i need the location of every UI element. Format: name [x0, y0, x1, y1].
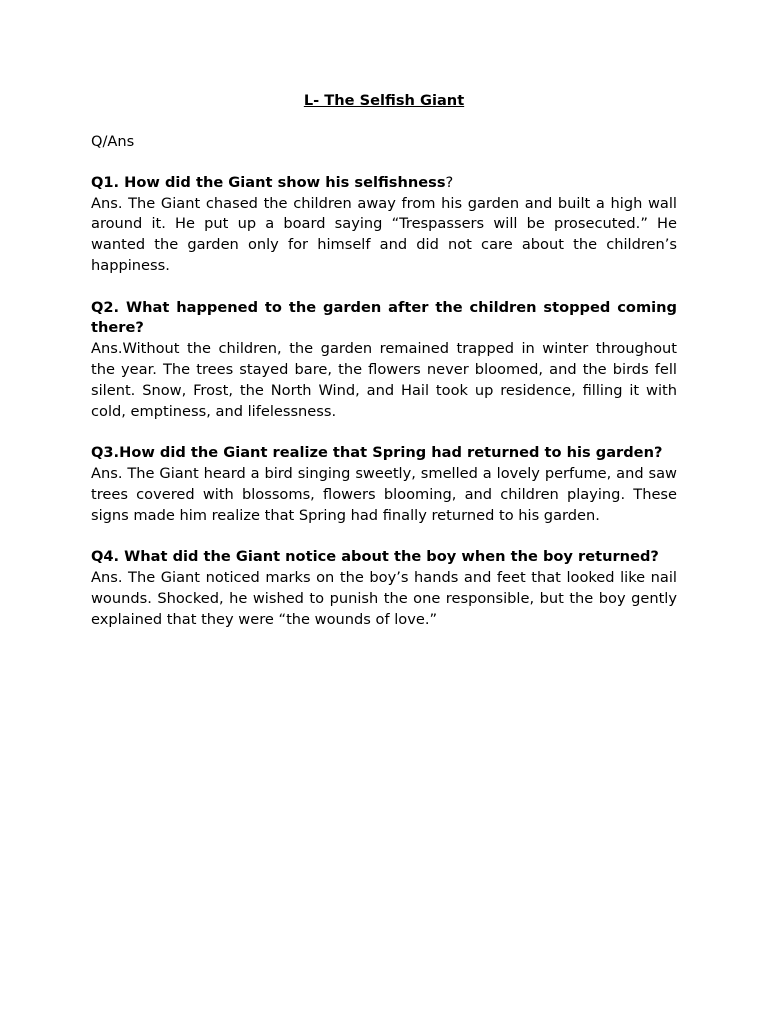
document-title: L- The Selfish Giant [303, 92, 465, 109]
answer-3: Ans. The Giant heard a bird singing sweetly, smelled a lovely perfume, and saw trees covered with blossoms, flowers blooming, and children playing. These signs made him realize that Spring had finally returned to his garden. [91, 464, 677, 524]
answer-1: Ans. The Giant chased the children away from his garden and built a high wall around it. He put up a board saying “Trespassers will be prosecuted.” He wanted the garden only for himself and did not care about the children’s happiness. [91, 194, 677, 274]
question-1-text: Q1. How did the Giant show his selfishness [91, 173, 446, 191]
answer-4: Ans. The Giant noticed marks on the boy’s hands and feet that looked like nail wounds. Shocked, he wished to punish the one responsible, but the boy gently explained that they were “the wounds of love.” [91, 568, 677, 628]
document-subtitle: Q/Ans [91, 133, 135, 150]
qa-block-2 [91, 298, 677, 423]
qa-block-4 [91, 547, 677, 630]
question-2: Q2. What happened to the garden after the children stopped coming there? [91, 298, 677, 337]
qa-block-3 [91, 443, 677, 526]
question-1-suffix: ? [445, 173, 454, 191]
question-3: Q3.How did the Giant realize that Spring had returned to his garden? [91, 444, 663, 462]
document-page [91, 90, 677, 630]
question-4: Q4. What did the Giant notice about the boy when the boy returned? [91, 548, 659, 566]
qa-block-1 [91, 173, 677, 277]
answer-2: Ans.Without the children, the garden remained trapped in winter throughout the year. The trees stayed bare, the flowers never bloomed, and the birds fell silent. Snow, Frost, the North Wind, and Hail took up residence, filling it with cold, emptiness, and lifelessness. [91, 340, 677, 420]
question-1 [91, 173, 677, 194]
